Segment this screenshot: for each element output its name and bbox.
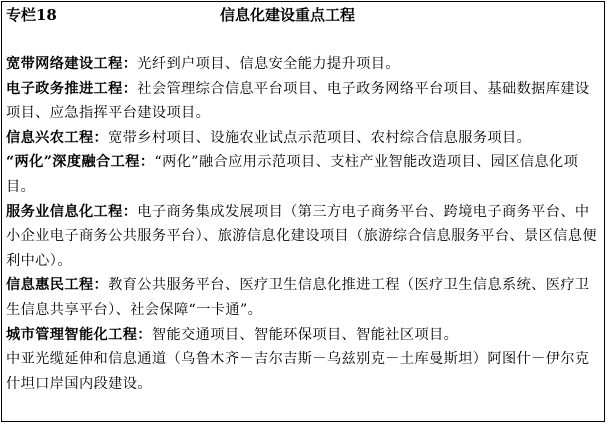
project-item-cable-channel (6, 347, 604, 396)
project-heading: 信息兴农工程： (6, 129, 109, 146)
column-box (1, 1, 605, 422)
project-heading: “两化”深度融合工程： (6, 154, 155, 171)
project-text: 教育公共服务平台、医疗卫生信息化推进工程（医疗卫生信息系统、医疗卫生信息共享平台）、社会保障“一卡通”。 (6, 277, 590, 318)
project-text: 中亚光缆延伸和信息通道（乌鲁木齐－吉尔吉斯－乌兹别克－土库曼斯坦）阿图什－伊尔克什坦口岸国内段建设。 (6, 351, 590, 392)
project-text: 电子商务集成发展项目（第三方电子商务平台、跨境电子商务平台、中小企业电子商务公共服务平台）、旅游信息化建设项目（旅游综合信息服务平台、景区信息便利中心）。 (6, 203, 597, 269)
project-item-integration (6, 150, 604, 199)
project-item-agriculture (6, 126, 604, 151)
project-heading: 电子政务推进工程： (6, 80, 138, 97)
project-item-e-government (6, 77, 604, 126)
project-text: 光纤到户项目、信息安全能力提升项目。 (137, 56, 400, 72)
project-heading: 城市管理智能化工程： (6, 326, 152, 343)
project-heading: 信息惠民工程： (6, 277, 109, 294)
project-text: 社会管理综合信息平台项目、电子政务网络平台项目、基础数据库建设项目、应急指挥平台建设项目。 (6, 80, 590, 122)
column-label: 专栏18 (6, 6, 57, 24)
project-item-public-benefit (6, 273, 604, 322)
project-heading: 宽带网络建设工程： (6, 56, 138, 72)
project-item-broadband (6, 52, 604, 77)
project-item-city-management (6, 323, 604, 348)
project-text: 宽带乡村项目、设施农业试点示范项目、农村综合信息服务项目。 (108, 129, 532, 146)
project-text: 智能交通项目、智能环保项目、智能社区项目。 (151, 326, 459, 343)
column-title: 信息化建设重点工程 (220, 6, 356, 24)
project-item-services (6, 200, 604, 274)
column-body (6, 52, 604, 396)
column-header (2, 2, 604, 28)
project-text: “两化”融合应用示范项目、支柱产业智能改造项目、园区信息化项目。 (6, 154, 579, 195)
project-heading: 服务业信息化工程： (6, 203, 138, 220)
